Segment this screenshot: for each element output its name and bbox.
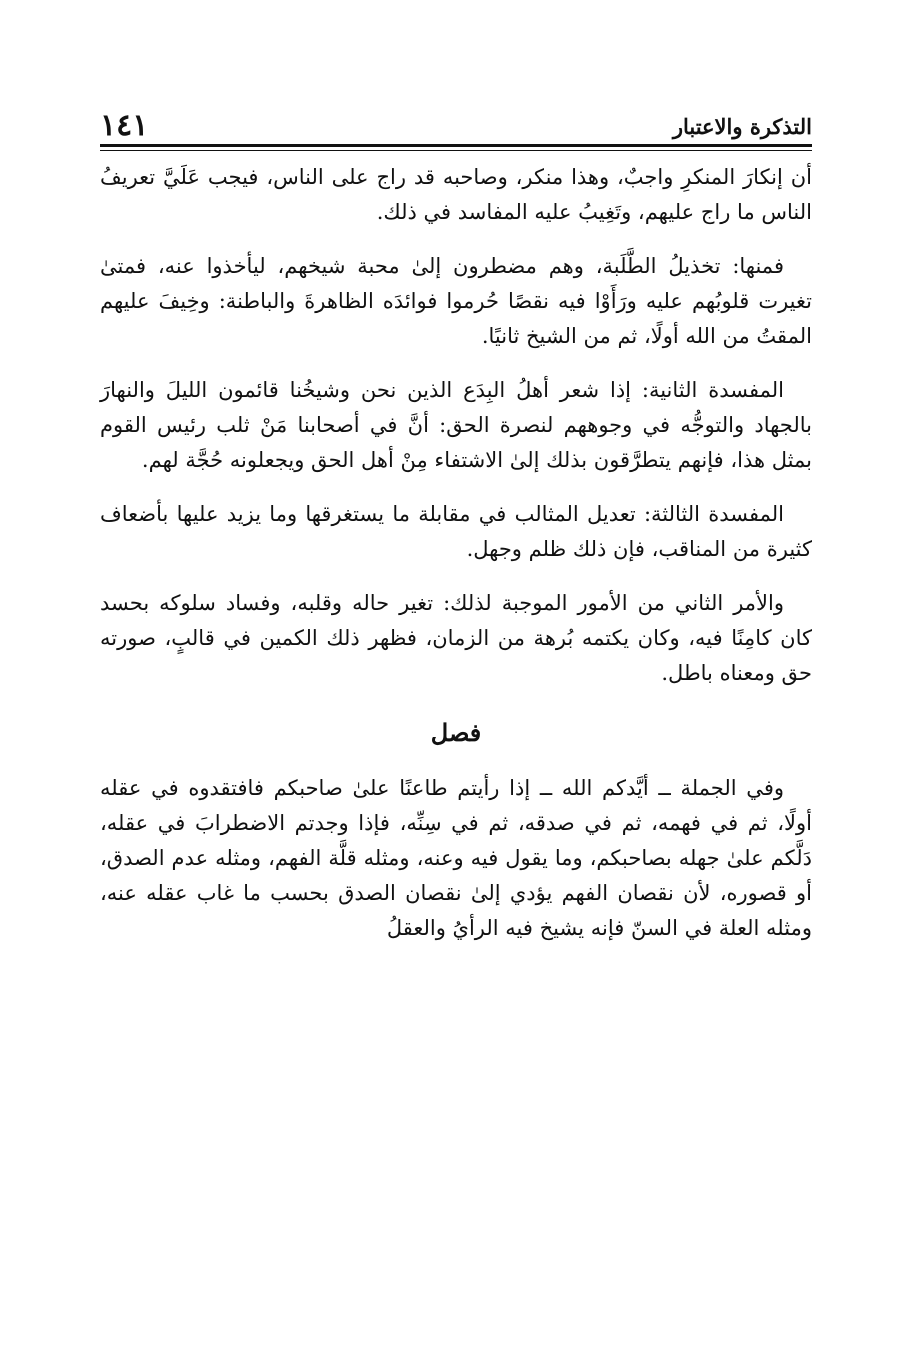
paragraph-2: فمنها: تخذيلُ الطَّلَبة، وهم مضطرون إلىٰ محبة شيخهم، ليأخذوا عنه، فمتىٰ تغيرت قلوبُهم عليه ورَأَوْا فيه نقصًا حُرموا فوائدَه الظاهرةَ والباطنة: وخِيفَ عليهم المقتُ من الله أولًا، ثم من الشيخ ثانيًا. xyxy=(100,254,812,348)
page-body xyxy=(100,160,812,946)
running-title: التذكرة والاعتبار xyxy=(672,114,812,139)
section-paragraph: وفي الجملة ــ أيَّدكم الله ــ إذا رأيتم طاعنًا علىٰ صاحبكم فافتقدوه في عقله أولًا، ثم في فهمه، ثم في صدقه، ثم في سِنِّه، فإذا وجدتم الاضطرابَ في عقله، دَلَّكم علىٰ جهله بصاحبكم، وما يقول فيه وعنه، ومثله قلَّة الفهم، ومثله عدم الصدق، أو قصوره، لأن نقصان الفهم يؤدي إلىٰ نقصان الصدق بحسب ما غاب عقله عنه، ومثله العلة في السنّ فإنه يشيخ فيه الرأيُ والعقلُ xyxy=(100,776,812,940)
page-number: ١٤١ xyxy=(100,108,149,143)
paragraph-5: والأمر الثاني من الأمور الموجبة لذلك: تغير حاله وقلبه، وفساد سلوكه بحسد كان كامِنًا فيه، وكان يكتمه بُرهة من الزمان، فظهر ذلك الكمين في قالبٍ، صورته حق ومعناه باطل. xyxy=(100,591,812,685)
book-page xyxy=(100,0,812,1366)
paragraph-1: أن إنكارَ المنكرِ واجبٌ، وهذا منكر، وصاحبه قد راج على الناس، فيجب عَلَيَّ تعريفُ الناس ما راج عليهم، وتَغِيبُ عليه المفاسد في ذلك. xyxy=(100,165,812,224)
paragraph-4: المفسدة الثالثة: تعديل المثالب في مقابلة ما يستغرقها وما يزيد عليها بأضعاف كثيرة من المناقب، فإن ذلك ظلم وجهل. xyxy=(100,502,812,561)
header-rule-thin xyxy=(100,150,812,151)
running-header xyxy=(100,108,812,142)
paragraph-3: المفسدة الثانية: إذا شعر أهلُ البِدَع الذين نحن وشيخُنا قائمون الليلَ والنهارَ بالجهاد والتوجُّه في وجوههم لنصرة الحق: أنَّ في أصحابنا مَنْ ثلب رئيس القوم بمثل هذا، فإنهم يتطرَّقون بذلك إلىٰ الاشتفاء مِنْ أهل الحق ويجعلونه حُجَّة لهم. xyxy=(100,378,812,472)
header-rule-thick xyxy=(100,144,812,147)
section-heading: فصل xyxy=(430,718,482,747)
